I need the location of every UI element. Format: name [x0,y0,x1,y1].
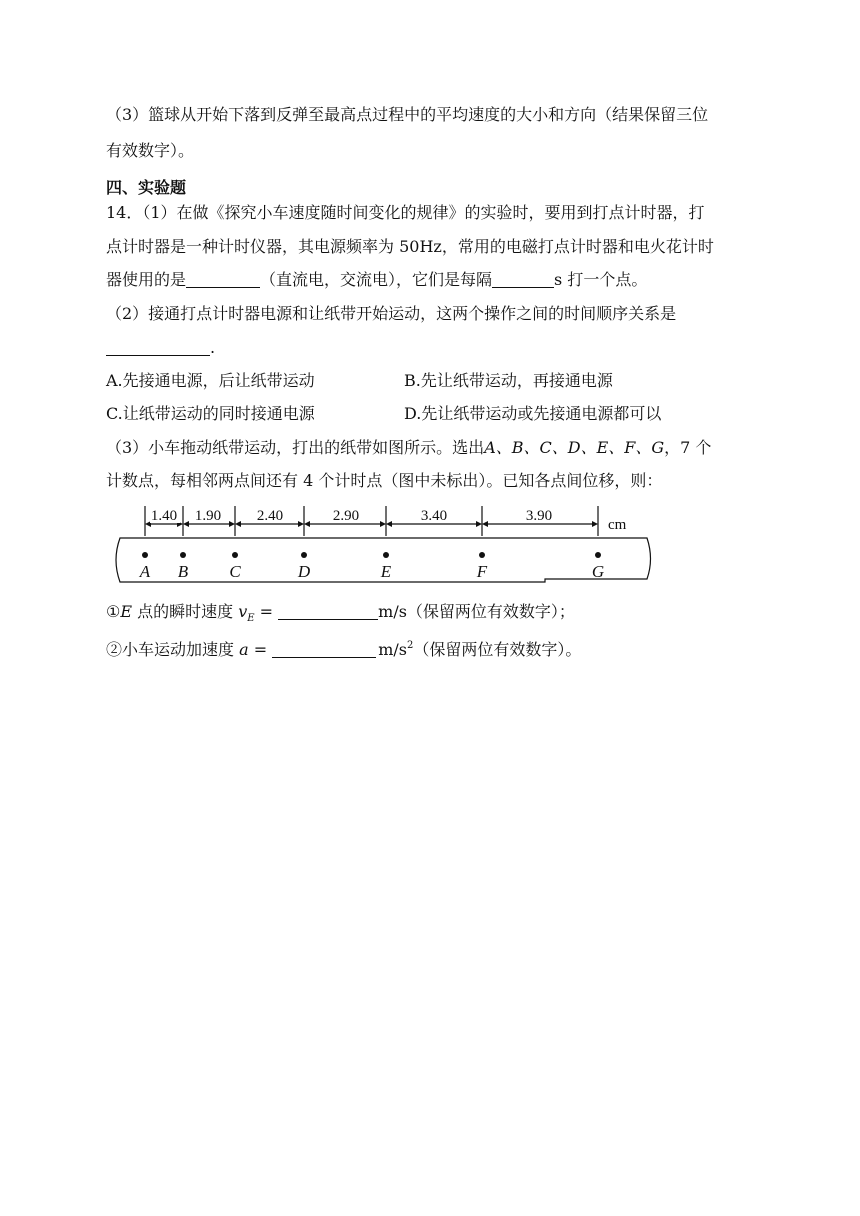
distance-fg: 3.90 [525,508,553,524]
section-heading: 四、实验题 [106,178,187,197]
sub1-text: 点的瞬时速度 [132,602,239,621]
subquestion-2 [106,636,581,660]
sub2-equals: = [248,640,273,659]
tape-dots [142,552,601,558]
q14-part2-line2-end: . [210,338,216,357]
paper-tape-figure [104,502,664,586]
point-label-a: A [139,562,151,581]
option-b: B.先让纸带运动，再接通电源 [404,371,613,390]
point-label-f: F [476,562,488,581]
q14-part2-line2 [106,338,215,358]
sub2-unit: m/s [378,640,407,659]
q14-part1-line3 [106,270,647,290]
sub1-marker: ① [106,602,121,621]
dot-g [595,552,601,558]
q14-part3-text-a: （3）小车拖动纸带运动，打出的纸带如图所示。选出 [106,438,485,457]
option-a: A.先接通电源，后让纸带运动 [106,371,315,390]
sub1-unit: m/s（保留两位有效数字）； [378,602,575,621]
distance-cd: 2.40 [256,508,284,524]
q14-part3-text-b: ，7 个 [664,438,712,457]
q13-part3-line1: （3）篮球从开始下落到反弹至最高点过程中的平均速度的大小和方向（结果保留三位 [106,105,709,124]
dot-f [479,552,485,558]
dot-c [232,552,238,558]
sub1-point: E [120,602,133,621]
sub1-equals: = [254,602,279,621]
q14-part1-line3-text-c: s 打一个点。 [554,270,648,289]
sub2-exponent: 2 [407,640,414,651]
dot-b [180,552,186,558]
q14-part3-line1 [106,438,711,458]
answer-blank-interval[interactable] [492,271,554,288]
acceleration-symbol: a [239,640,249,659]
distance-ef: 3.40 [420,508,448,524]
point-label-c: C [229,562,241,581]
point-label-e: E [380,562,392,581]
q13-part3-line2: 有效数字）。 [106,141,195,160]
point-label-g: G [591,562,605,581]
unit-label: cm [608,517,627,533]
answer-blank-order[interactable] [106,339,210,356]
answer-blank-velocity[interactable] [278,603,378,620]
dot-e [383,552,389,558]
velocity-symbol: v [238,602,248,621]
dot-a [142,552,148,558]
distance-bc: 1.90 [194,508,222,524]
dot-d [301,552,307,558]
q14-part1-line3-text-a: 器使用的是 [106,270,187,289]
q14-part1-line3-text-b: （直流电，交流电），它们是每隔 [260,270,493,289]
q14-part3-points: A、B、C、D、E、F、G [484,438,665,457]
velocity-subscript: E [247,613,255,624]
q14-part2-line1: （2）接通打点计时器电源和让纸带开始运动，这两个操作之间的时间顺序关系是 [106,304,677,323]
option-c: C.让纸带运动的同时接通电源 [106,404,315,423]
sub2-note: （保留两位有效数字）。 [413,640,582,659]
point-label-b: B [177,562,189,581]
distance-de: 2.90 [332,508,360,524]
answer-blank-acceleration[interactable] [272,641,376,658]
option-d: D.先让纸带运动或先接通电源都可以 [404,404,662,423]
q14-part1-line1: 14．（1）在做《探究小车速度随时间变化的规律》的实验时，要用到打点计时器，打 [106,203,705,222]
q14-part3-line2: 计数点，每相邻两点间还有 4 个计时点（图中未标出）。已知各点间位移，则： [106,471,663,490]
q14-part1-line2: 点计时器是一种计时仪器，其电源频率为 50Hz，常用的电磁打点计时器和电火花计时 [106,237,714,256]
distance-ab: 1.40 [150,508,178,524]
point-label-d: D [297,562,311,581]
answer-blank-current-type[interactable] [186,271,260,288]
sub2-text: ②小车运动加速度 [106,640,240,659]
subquestion-1 [106,602,575,629]
